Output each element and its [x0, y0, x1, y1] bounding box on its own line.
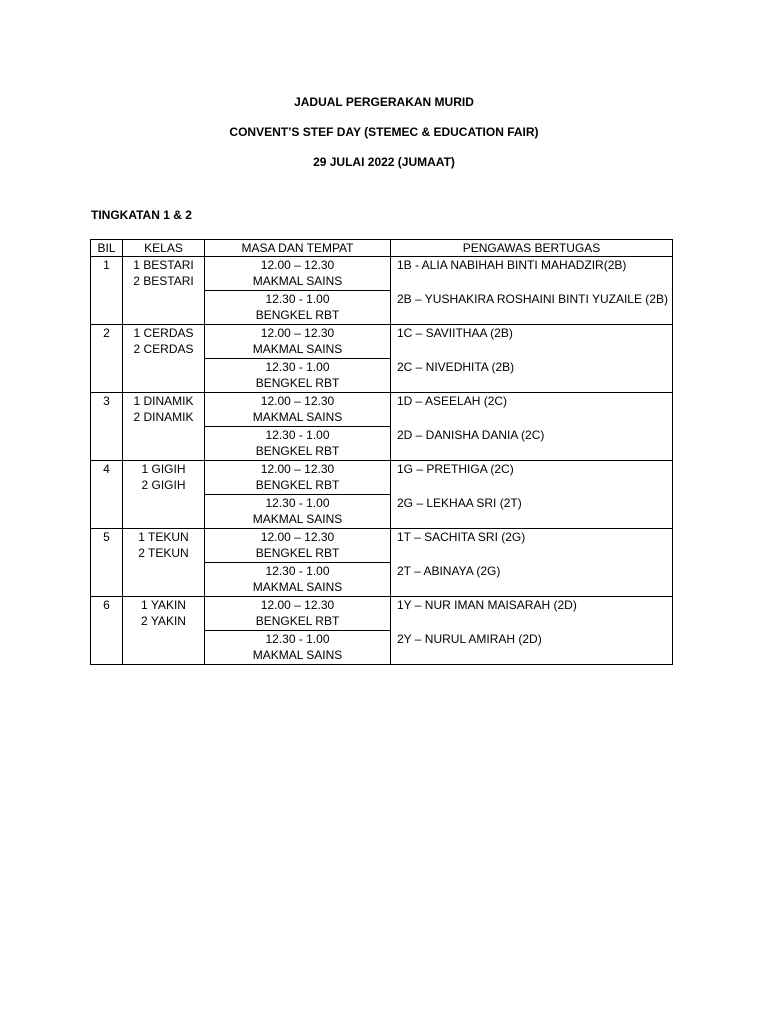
- pengawas-2: 2T – ABINAYA (2G): [397, 564, 501, 578]
- table-row: [91, 393, 673, 427]
- slot-time: 12.00 – 12.30: [260, 530, 335, 544]
- pengawas-2: 2G – LEKHAA SRI (2T): [397, 496, 522, 510]
- bil-number: 6: [103, 598, 110, 612]
- bil-number: 3: [103, 394, 110, 408]
- bil-number: 5: [103, 530, 110, 544]
- cell-slot-1: [205, 597, 391, 631]
- slot-place: BENGKEL RBT: [255, 308, 340, 322]
- kelas-2: 2 DINAMIK: [133, 410, 194, 424]
- cell-bil: [91, 597, 123, 665]
- document-title: JADUAL PERGERAKAN MURID: [294, 95, 474, 109]
- cell-slot-2: [205, 631, 391, 665]
- pengawas-2: 2D – DANISHA DANIA (2C): [397, 428, 545, 442]
- cell-kelas: [123, 257, 205, 325]
- table-row: [91, 461, 673, 495]
- pengawas-1: 1T – SACHITA SRI (2G): [397, 530, 526, 544]
- pengawas-2: 2C – NIVEDHITA (2B): [397, 360, 515, 374]
- kelas-2: 2 BESTARI: [133, 274, 194, 288]
- cell-slot-1: [205, 529, 391, 563]
- slot-place: MAKMAL SAINS: [252, 342, 343, 356]
- slot-place: BENGKEL RBT: [255, 444, 340, 458]
- cell-slot-1: [205, 461, 391, 495]
- kelas-2: 2 CERDAS: [133, 342, 194, 356]
- cell-bil: [91, 393, 123, 461]
- kelas-1: 1 DINAMIK: [133, 394, 194, 408]
- kelas-2: 2 TEKUN: [138, 546, 189, 560]
- cell-bil: [91, 325, 123, 393]
- cell-slot-2: [205, 427, 391, 461]
- slot-time: 12.30 - 1.00: [265, 564, 330, 578]
- pengawas-1: 1D – ASEELAH (2C): [397, 394, 508, 408]
- pengawas-1: 1Y – NUR IMAN MAISARAH (2D): [397, 598, 577, 612]
- kelas-1: 1 TEKUN: [138, 530, 189, 544]
- header-masa-dan-tempat: MASA DAN TEMPAT: [205, 240, 391, 257]
- cell-pengawas: [391, 393, 673, 461]
- pengawas-1: 1C – SAVIITHAA (2B): [397, 326, 513, 340]
- table-row: [91, 529, 673, 563]
- cell-pengawas: [391, 461, 673, 529]
- cell-slot-2: [205, 563, 391, 597]
- table-row: [91, 597, 673, 631]
- slot-time: 12.30 - 1.00: [265, 428, 330, 442]
- cell-slot-2: [205, 291, 391, 325]
- slot-place: MAKMAL SAINS: [252, 648, 343, 662]
- slot-time: 12.30 - 1.00: [265, 632, 330, 646]
- bil-number: 4: [103, 462, 110, 476]
- cell-kelas: [123, 325, 205, 393]
- cell-bil: [91, 461, 123, 529]
- cell-kelas: [123, 529, 205, 597]
- kelas-1: 1 YAKIN: [141, 598, 186, 612]
- pengawas-2: 2B – YUSHAKIRA ROSHAINI BINTI YUZAILE (2B): [397, 292, 668, 306]
- slot-time: 12.00 – 12.30: [260, 258, 335, 272]
- slot-place: BENGKEL RBT: [255, 478, 340, 492]
- table-header-row: [91, 240, 673, 257]
- bil-number: 1: [103, 258, 110, 272]
- cell-pengawas: [391, 257, 673, 325]
- slot-place: BENGKEL RBT: [255, 376, 340, 390]
- cell-slot-1: [205, 325, 391, 359]
- slot-place: MAKMAL SAINS: [252, 512, 343, 526]
- pengawas-1: 1B - ALIA NABIHAH BINTI MAHADZIR(2B): [397, 258, 627, 272]
- cell-slot-2: [205, 359, 391, 393]
- header-kelas: KELAS: [123, 240, 205, 257]
- slot-place: MAKMAL SAINS: [252, 274, 343, 288]
- cell-slot-1: [205, 257, 391, 291]
- slot-place: BENGKEL RBT: [255, 546, 340, 560]
- slot-time: 12.00 – 12.30: [260, 394, 335, 408]
- cell-pengawas: [391, 529, 673, 597]
- slot-place: MAKMAL SAINS: [252, 410, 343, 424]
- kelas-2: 2 GIGIH: [141, 478, 186, 492]
- cell-pengawas: [391, 597, 673, 665]
- cell-kelas: [123, 461, 205, 529]
- kelas-1: 1 GIGIH: [141, 462, 186, 476]
- cell-kelas: [123, 597, 205, 665]
- cell-bil: [91, 257, 123, 325]
- pengawas-1: 1G – PRETHIGA (2C): [397, 462, 514, 476]
- kelas-1: 1 BESTARI: [133, 258, 194, 272]
- table-row: [91, 325, 673, 359]
- slot-time: 12.00 – 12.30: [260, 462, 335, 476]
- slot-time: 12.30 - 1.00: [265, 360, 330, 374]
- cell-kelas: [123, 393, 205, 461]
- cell-slot-1: [205, 393, 391, 427]
- cell-bil: [91, 529, 123, 597]
- slot-time: 12.30 - 1.00: [265, 496, 330, 510]
- cell-slot-2: [205, 495, 391, 529]
- section-title: TINGKATAN 1 & 2: [91, 208, 192, 222]
- schedule-table: [90, 239, 673, 665]
- slot-time: 12.00 – 12.30: [260, 326, 335, 340]
- slot-time: 12.30 - 1.00: [265, 292, 330, 306]
- bil-number: 2: [103, 326, 110, 340]
- table-row: [91, 257, 673, 291]
- pengawas-2: 2Y – NURUL AMIRAH (2D): [397, 632, 542, 646]
- slot-place: BENGKEL RBT: [255, 614, 340, 628]
- event-name: CONVENT’S STEF DAY (STEMEC & EDUCATION FAIR): [229, 125, 539, 139]
- header-pengawas-bertugas: PENGAWAS BERTUGAS: [391, 240, 673, 257]
- kelas-1: 1 CERDAS: [133, 326, 194, 340]
- slot-time: 12.00 – 12.30: [260, 598, 335, 612]
- kelas-2: 2 YAKIN: [141, 614, 186, 628]
- slot-place: MAKMAL SAINS: [252, 580, 343, 594]
- cell-pengawas: [391, 325, 673, 393]
- event-date: 29 JULAI 2022 (JUMAAT): [313, 155, 455, 169]
- header-bil: BIL: [91, 240, 123, 257]
